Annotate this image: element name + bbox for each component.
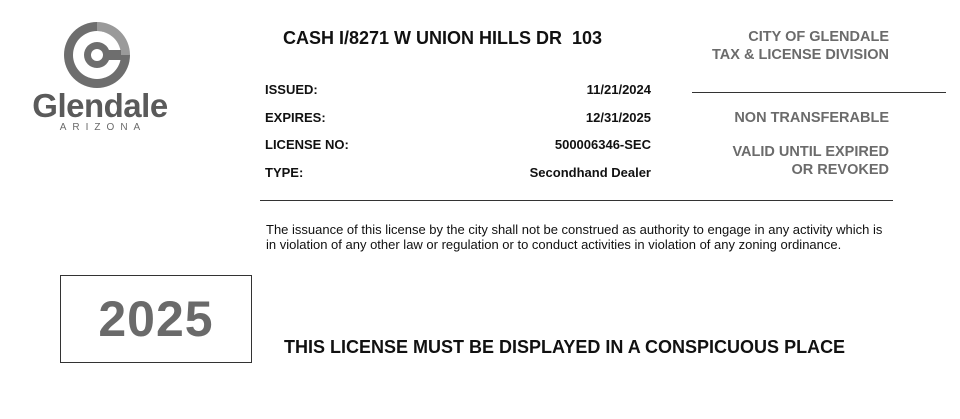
license-no-label: LICENSE NO:	[265, 137, 349, 152]
type-label: TYPE:	[265, 165, 304, 180]
issuer-city: CITY OF GLENDALE	[748, 29, 889, 45]
license-disclaimer: The issuance of this license by the city shall not be construed as authority to engage in any activity which is in violation of any other law or regulation or to conduct activities in violation of any zoning ordinance.	[266, 222, 883, 252]
validity-line-2: OR REVOKED	[791, 162, 889, 178]
logo-state: ARIZONA	[59, 122, 147, 133]
glendale-g-logo-icon	[62, 20, 132, 90]
validity-line-1: VALID UNTIL EXPIRED	[732, 144, 889, 160]
business-name: CASH I/8271 W UNION HILLS DR 103	[283, 28, 603, 48]
display-notice: THIS LICENSE MUST BE DISPLAYED IN A CONSPICUOUS PLACE	[284, 337, 846, 357]
validity-notice	[732, 143, 889, 179]
issued-value: 11/21/2024	[586, 82, 651, 97]
logo-wordmark: Glendale	[32, 87, 168, 124]
details-divider	[260, 200, 893, 201]
license-year-box	[60, 275, 252, 363]
type-value: Secondhand Dealer	[529, 165, 651, 180]
issuer-division: TAX & LICENSE DIVISION	[712, 47, 889, 63]
expires-value: 12/31/2025	[585, 110, 651, 125]
issued-label: ISSUED:	[265, 82, 318, 97]
non-transferable-notice: NON TRANSFERABLE	[734, 110, 889, 126]
expires-label: EXPIRES:	[265, 110, 326, 125]
issuer-header	[712, 28, 889, 64]
license-no-value: 500006346-SEC	[554, 137, 651, 152]
issuer-divider	[692, 92, 946, 93]
license-year: 2025	[98, 291, 214, 347]
